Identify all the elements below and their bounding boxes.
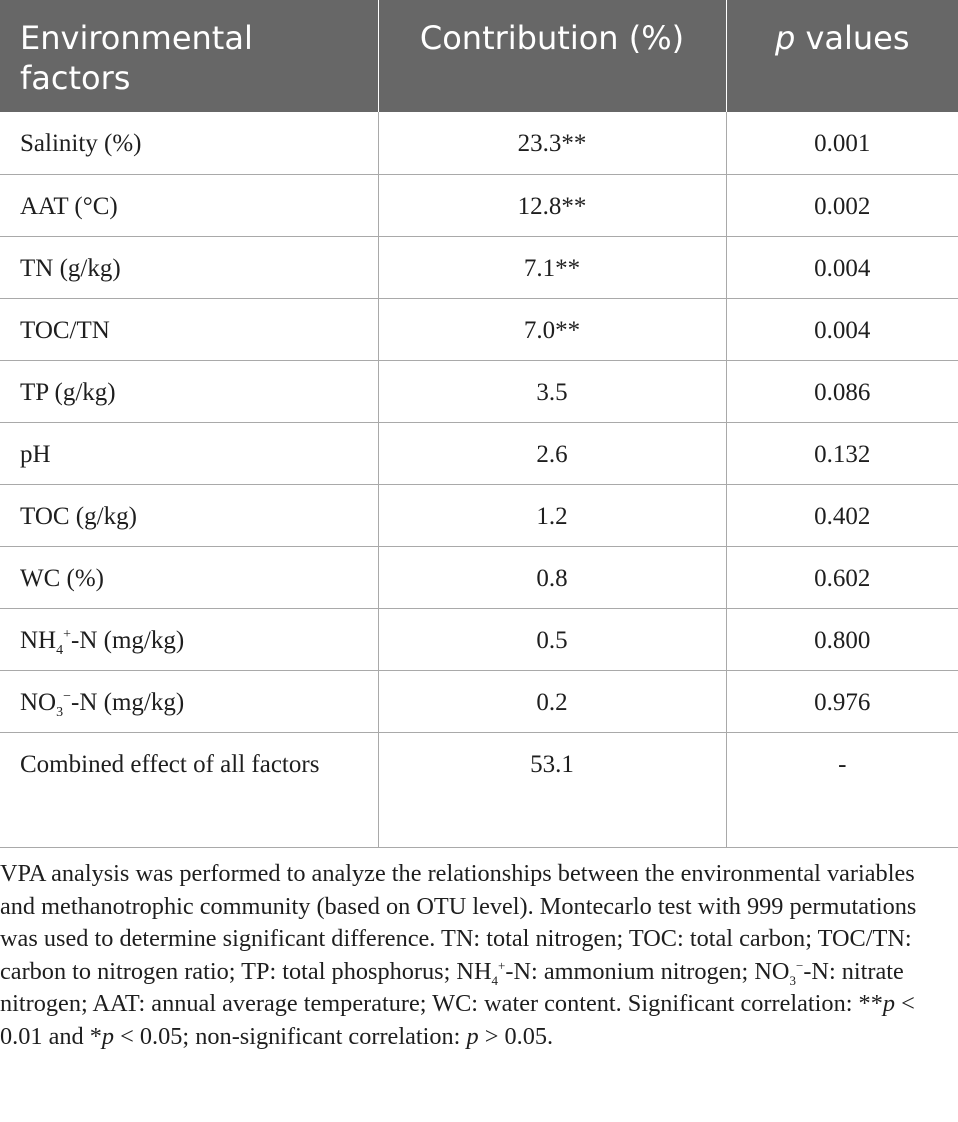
p-value-cell: 0.002 — [726, 174, 958, 236]
factor-base: NO — [20, 688, 57, 716]
factor-superscript: − — [63, 688, 72, 704]
factor-cell: Salinity (%) — [0, 112, 378, 174]
factor-base: NH — [20, 626, 57, 654]
table-header — [0, 0, 958, 112]
p-value-cell: 0.976 — [726, 670, 958, 732]
factor-rest: -N (mg/kg) — [71, 688, 185, 716]
p-value-cell: 0.001 — [726, 112, 958, 174]
table-row — [0, 236, 958, 298]
table-row — [0, 298, 958, 360]
factor-cell: Combined effect of all factors — [0, 732, 378, 847]
footnote-text: > 0.05. — [478, 1022, 554, 1050]
footnote-text: -N: ammonium nitrogen; NO — [505, 957, 790, 985]
contribution-cell: 12.8** — [378, 174, 726, 236]
factor-cell: AAT (°C) — [0, 174, 378, 236]
footnote-p-italic: p — [466, 1022, 479, 1050]
contribution-cell: 23.3** — [378, 112, 726, 174]
contribution-cell: 0.2 — [378, 670, 726, 732]
p-value-cell: 0.602 — [726, 546, 958, 608]
footnote-text: < 0.01 and * — [0, 990, 915, 1050]
contribution-cell: 0.8 — [378, 546, 726, 608]
footnote-text: -N: nitrate nitrogen; AAT: annual average temperature; WC: water content. Significant correlation: ** — [0, 957, 904, 1018]
contribution-cell: 2.6 — [378, 422, 726, 484]
contribution-cell: 53.1 — [378, 732, 726, 847]
contribution-cell: 7.1** — [378, 236, 726, 298]
factor-superscript: + — [63, 626, 72, 642]
header-p-rest: values — [795, 19, 910, 57]
factor-cell — [0, 670, 378, 732]
factor-cell: TOC/TN — [0, 298, 378, 360]
header-environmental-factors: Environmental factors — [0, 0, 378, 112]
footnote-superscript: + — [498, 957, 506, 973]
factor-cell: TN (g/kg) — [0, 236, 378, 298]
p-value-cell: 0.004 — [726, 236, 958, 298]
footnote-subscript: 4 — [491, 972, 499, 988]
factor-subscript: 3 — [56, 704, 64, 720]
table-row — [0, 608, 958, 670]
header-p-values — [726, 0, 958, 112]
footnote-subscript: 3 — [789, 972, 796, 988]
contribution-cell: 7.0** — [378, 298, 726, 360]
footnote-superscript: − — [795, 957, 804, 973]
table-row — [0, 112, 958, 174]
header-contribution: Contribution (%) — [378, 0, 726, 112]
p-value-cell: 0.004 — [726, 298, 958, 360]
table-body — [0, 112, 958, 847]
table-row — [0, 732, 958, 847]
p-value-cell: 0.402 — [726, 484, 958, 546]
table-row — [0, 422, 958, 484]
footnote-p-italic: p — [101, 1022, 115, 1050]
table-footnote — [0, 858, 945, 1054]
table-row — [0, 360, 958, 422]
table-row — [0, 670, 958, 732]
footnote-p-italic: p — [882, 990, 896, 1018]
factor-cell: TOC (g/kg) — [0, 484, 378, 546]
factor-cell: WC (%) — [0, 546, 378, 608]
factor-cell: TP (g/kg) — [0, 360, 378, 422]
p-value-cell: - — [726, 732, 958, 847]
table-row — [0, 484, 958, 546]
factor-subscript: 4 — [56, 642, 64, 658]
footnote-text: < 0.05; non-significant correlation: — [114, 1022, 467, 1050]
table-row — [0, 174, 958, 236]
table-row — [0, 546, 958, 608]
p-value-cell: 0.086 — [726, 360, 958, 422]
p-value-cell: 0.132 — [726, 422, 958, 484]
header-row — [0, 0, 958, 112]
p-value-cell: 0.800 — [726, 608, 958, 670]
factor-cell — [0, 608, 378, 670]
footnote-text: VPA analysis was performed to analyze the relationships between the environmental variables and methanotrophic community (based on OTU level). Montecarlo test with 999 permutations was used to determine significant difference. TN: total nitrogen; TOC: total carbon; TOC/TN: carbon to nitrogen ratio; TP: total phosphorus; NH — [0, 860, 917, 985]
contribution-cell: 0.5 — [378, 608, 726, 670]
contribution-cell: 1.2 — [378, 484, 726, 546]
factor-cell: pH — [0, 422, 378, 484]
header-p-italic: p — [774, 19, 796, 57]
factor-rest: -N (mg/kg) — [71, 626, 185, 654]
contribution-cell: 3.5 — [378, 360, 726, 422]
